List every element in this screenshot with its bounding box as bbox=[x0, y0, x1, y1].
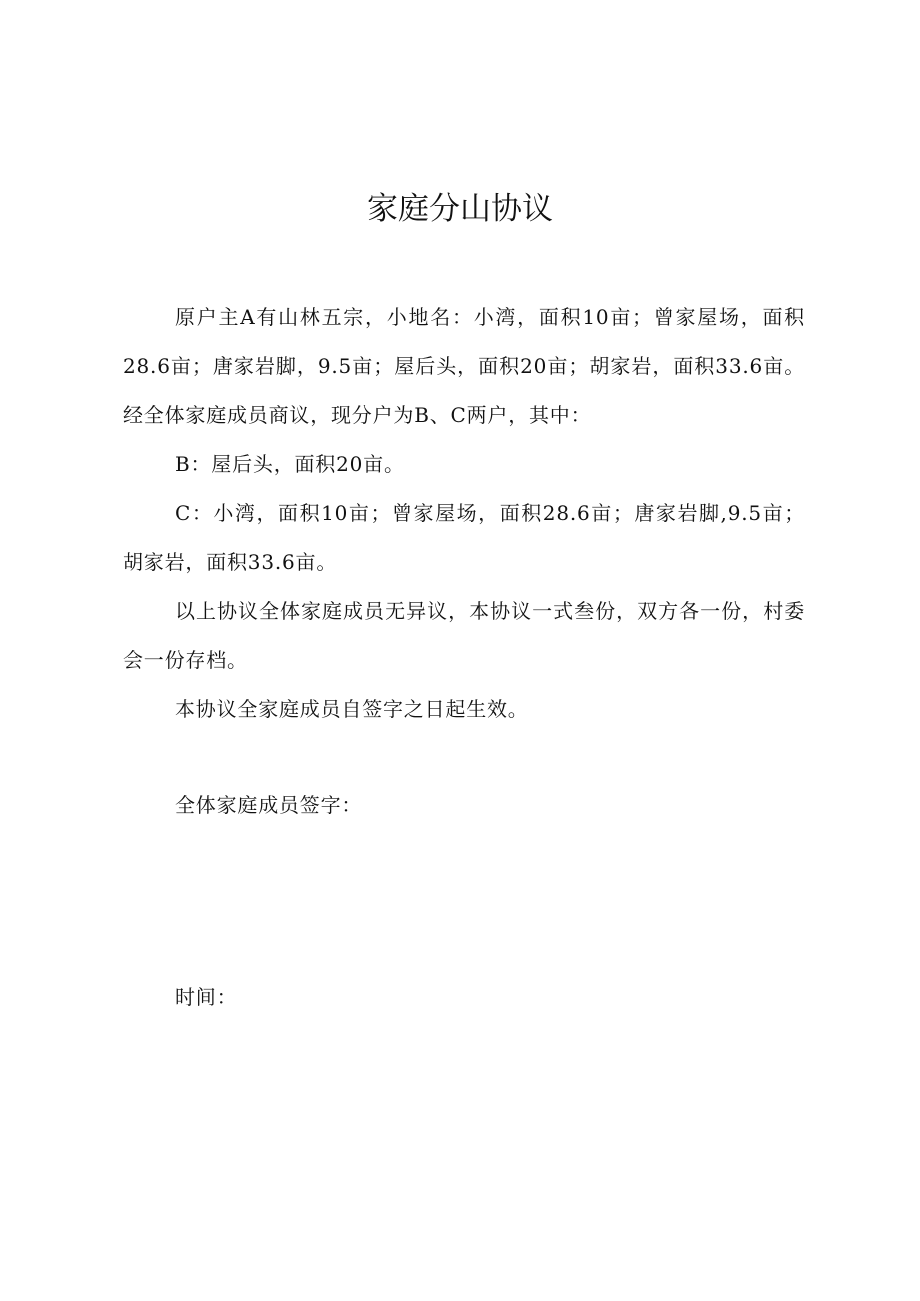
paragraph-agreement-copies: 以上协议全体家庭成员无异议，本协议一式叁份，双方各一份，村委会一份存档。 bbox=[123, 599, 805, 672]
paragraph-effective-date: 本协议全家庭成员自签字之日起生效。 bbox=[175, 697, 529, 721]
document-title: 家庭分山协议 bbox=[367, 191, 553, 227]
document-body bbox=[123, 293, 805, 1022]
spacer bbox=[123, 734, 805, 781]
date-label: 时间： bbox=[175, 985, 238, 1009]
signature-label: 全体家庭成员签字： bbox=[175, 793, 363, 817]
paragraph-allocation-c: C：小湾，面积10亩；曾家屋场，面积28.6亩；唐家岩脚,9.5亩；胡家岩，面积33.6亩。 bbox=[123, 501, 805, 574]
paragraph-original-holdings: 原户主A有山林五宗，小地名：小湾，面积10亩；曾家屋场，面积28.6亩；唐家岩脚，9.5亩；屋后头，面积20亩；胡家岩，面积33.6亩。经全体家庭成员商议，现分户为B、C两户，其中： bbox=[123, 305, 805, 427]
signature-space bbox=[123, 830, 805, 973]
paragraph-allocation-b: B：屋后头，面积20亩。 bbox=[175, 452, 405, 476]
